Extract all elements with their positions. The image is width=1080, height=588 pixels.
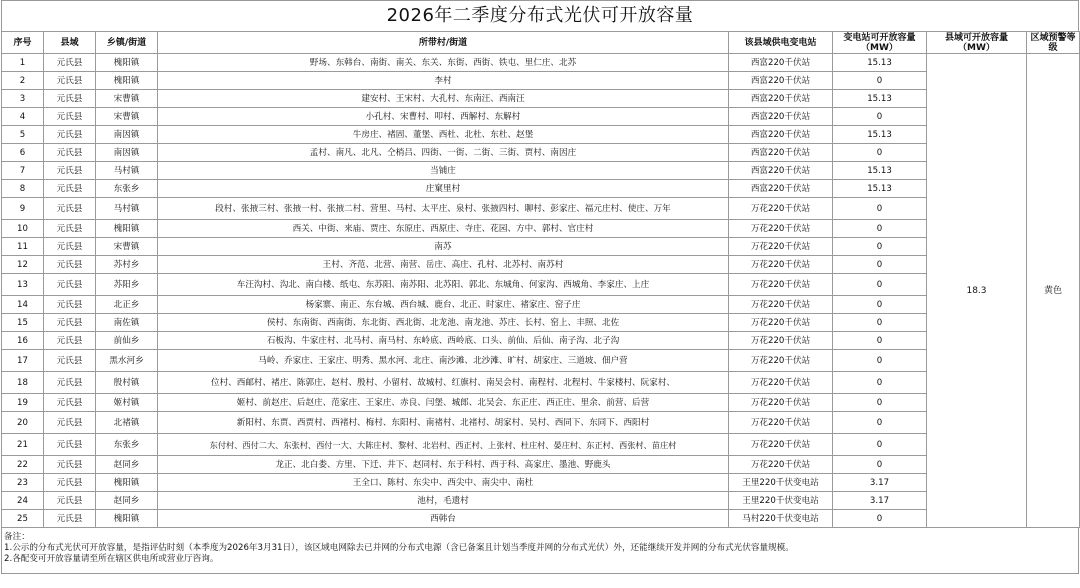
- table-body: [2, 54, 1080, 528]
- villages-cell: 新阳村、东贾、西贾村、西褚村、梅村、东阳村、南褚村、北褚村、胡家村、吴村、西同下、东同下、西阳村: [158, 412, 729, 434]
- town-cell: 南因镇: [96, 126, 158, 144]
- substation-cell: 万花220千伏站: [729, 372, 833, 394]
- villages-cell: 牛房庄、褚固、董堡、西杜、北杜、东杜、赵堡: [158, 126, 729, 144]
- station-capacity-cell: 0: [833, 72, 927, 90]
- town-cell: 北褚镇: [96, 412, 158, 434]
- table-row: [2, 372, 1080, 394]
- station-capacity-cell: 0: [833, 256, 927, 274]
- villages-cell: 侯村、东南街、西南街、东北街、西北街、北龙池、南龙池、苏庄、长村、窑上、丰照、北佐: [158, 314, 729, 332]
- town-cell: 宋曹镇: [96, 90, 158, 108]
- town-cell: 槐阳镇: [96, 72, 158, 90]
- villages-cell: 车汪沟村、沟北、南白楼、纸屯、东苏阳、南苏阳、北苏阳、郭北、东城角、何家沟、西城角、李家庄、上庄: [158, 274, 729, 296]
- substation-cell: 西富220千伏站: [729, 72, 833, 90]
- county-cell: 元氏县: [44, 54, 96, 72]
- station-capacity-cell: 0: [833, 456, 927, 474]
- table-row: [2, 314, 1080, 332]
- substation-cell: 万花220千伏站: [729, 332, 833, 350]
- table-row: [2, 238, 1080, 256]
- county-cell: 元氏县: [44, 492, 96, 510]
- table-row: [2, 72, 1080, 90]
- station-capacity-cell: 0: [833, 144, 927, 162]
- table-row: [2, 144, 1080, 162]
- row-number: 8: [2, 180, 44, 198]
- table-row: [2, 456, 1080, 474]
- substation-cell: 西富220千伏站: [729, 144, 833, 162]
- town-cell: 赵同乡: [96, 456, 158, 474]
- col-header-county-capacity: 县域可开放容量（MW）: [927, 32, 1027, 54]
- row-number: 15: [2, 314, 44, 332]
- table-row: [2, 90, 1080, 108]
- substation-cell: 西富220千伏站: [729, 54, 833, 72]
- substation-cell: 万花220千伏站: [729, 412, 833, 434]
- county-cell: 元氏县: [44, 256, 96, 274]
- town-cell: 黑水河乡: [96, 350, 158, 372]
- row-number: 5: [2, 126, 44, 144]
- villages-cell: 庄窠里村: [158, 180, 729, 198]
- villages-cell: 王村、齐范、北营、南营、岳庄、高庄、孔村、北苏村、南苏村: [158, 256, 729, 274]
- county-cell: 元氏县: [44, 162, 96, 180]
- villages-cell: 王全口、陈村、东尖中、西尖中、南尖中、南杜: [158, 474, 729, 492]
- station-capacity-cell: 0: [833, 274, 927, 296]
- substation-cell: 王里220千伏变电站: [729, 474, 833, 492]
- table-row: [2, 180, 1080, 198]
- sheet-title: 2026年二季度分布式光伏可开放容量: [1, 0, 1079, 31]
- row-number: 18: [2, 372, 44, 394]
- substation-cell: 万花220千伏站: [729, 434, 833, 456]
- row-number: 4: [2, 108, 44, 126]
- town-cell: 槐阳镇: [96, 54, 158, 72]
- station-capacity-cell: 15.13: [833, 126, 927, 144]
- villages-cell: 石板沟、牛家庄村、北马村、南马村、东岭底、西岭底、口头、前仙、后仙、南子沟、北子沟: [158, 332, 729, 350]
- row-number: 1: [2, 54, 44, 72]
- table-row: [2, 350, 1080, 372]
- substation-cell: 万花220千伏站: [729, 198, 833, 220]
- row-number: 24: [2, 492, 44, 510]
- villages-cell: 杨家寨、南正、东台城、西台城、鹿台、北正、时家庄、褚家庄、窑子庄: [158, 296, 729, 314]
- town-cell: 北正乡: [96, 296, 158, 314]
- town-cell: 南佐镇: [96, 314, 158, 332]
- villages-cell: 姬村、前赵庄、后赵庄、范家庄、王家庄、赤良、闫堡、城郎、北吴会、东正庄、西正庄、里余、前营、后营: [158, 394, 729, 412]
- villages-cell: 小孔村、宋曹村、叩村、西解村、东解村: [158, 108, 729, 126]
- villages-cell: 南苏: [158, 238, 729, 256]
- town-cell: 马村镇: [96, 162, 158, 180]
- col-header-station: 该县域供电变电站: [729, 32, 833, 54]
- table-row: [2, 332, 1080, 350]
- villages-cell: 野场、东韩台、南街、南关、东关、东街、西街、铁屯、里仁庄、北苏: [158, 54, 729, 72]
- row-number: 9: [2, 198, 44, 220]
- villages-cell: 段村、张掖三村、张掖一村、张掖二村、营里、马村、太平庄、泉村、张掖四村、聊村、彭家庄、福元庄村、使庄、万年: [158, 198, 729, 220]
- station-capacity-cell: 15.13: [833, 180, 927, 198]
- substation-cell: 西富220千伏站: [729, 108, 833, 126]
- station-capacity-cell: 3.17: [833, 474, 927, 492]
- station-capacity-cell: 0: [833, 296, 927, 314]
- row-number: 20: [2, 412, 44, 434]
- col-header-station-capacity: 变电站可开放容量（MW）: [833, 32, 927, 54]
- substation-cell: 万花220千伏站: [729, 274, 833, 296]
- town-cell: 槐阳镇: [96, 510, 158, 528]
- col-header-no: 序号: [2, 32, 44, 54]
- row-number: 12: [2, 256, 44, 274]
- table-row: [2, 256, 1080, 274]
- col-header-warning-level: 区域预警等级: [1027, 32, 1080, 54]
- villages-cell: 李村: [158, 72, 729, 90]
- station-capacity-cell: 15.13: [833, 54, 927, 72]
- note-2: 2.各配变可开放容量请至所在辖区供电所或营业厅咨询。: [4, 554, 219, 564]
- villages-cell: 龙正、北白娄、方里、下迁、井下、赵同村、东于科村、西于科、高家庄、墨池、野鹿头: [158, 456, 729, 474]
- capacity-table: [1, 31, 1080, 528]
- station-capacity-cell: 0: [833, 332, 927, 350]
- villages-cell: 马岭、乔家庄、王家庄、明秀、黑水河、北庄、南沙滩、北沙滩、旷村、胡家庄、三道坡、佃户营: [158, 350, 729, 372]
- table-row: [2, 198, 1080, 220]
- row-number: 22: [2, 456, 44, 474]
- substation-cell: 西富220千伏站: [729, 162, 833, 180]
- station-capacity-cell: 0: [833, 394, 927, 412]
- county-cell: 元氏县: [44, 126, 96, 144]
- villages-cell: 西韩台: [158, 510, 729, 528]
- county-cell: 元氏县: [44, 90, 96, 108]
- town-cell: 前仙乡: [96, 332, 158, 350]
- villages-cell: 西关、中街、来庙、贾庄、东原庄、西原庄、寺庄、花园、方中、郭村、官庄村: [158, 220, 729, 238]
- county-cell: 元氏县: [44, 198, 96, 220]
- town-cell: 殷村镇: [96, 372, 158, 394]
- capacity-sheet: [1, 0, 1079, 574]
- town-cell: 东张乡: [96, 434, 158, 456]
- town-cell: 苏村乡: [96, 256, 158, 274]
- station-capacity-cell: 0: [833, 198, 927, 220]
- substation-cell: 万花220千伏站: [729, 394, 833, 412]
- county-capacity-cell: 18.3: [927, 54, 1027, 528]
- station-capacity-cell: 3.17: [833, 492, 927, 510]
- row-number: 25: [2, 510, 44, 528]
- table-row: [2, 434, 1080, 456]
- row-number: 16: [2, 332, 44, 350]
- county-cell: 元氏县: [44, 434, 96, 456]
- substation-cell: 万花220千伏站: [729, 456, 833, 474]
- table-row: [2, 510, 1080, 528]
- town-cell: 赵同乡: [96, 492, 158, 510]
- table-row: [2, 412, 1080, 434]
- table-row: [2, 274, 1080, 296]
- table-row: [2, 54, 1080, 72]
- town-cell: 东张乡: [96, 180, 158, 198]
- county-cell: 元氏县: [44, 332, 96, 350]
- warning-level-cell: 黄色: [1027, 54, 1080, 528]
- table-row: [2, 296, 1080, 314]
- substation-cell: 万花220千伏站: [729, 350, 833, 372]
- town-cell: 槐阳镇: [96, 474, 158, 492]
- row-number: 21: [2, 434, 44, 456]
- county-cell: 元氏县: [44, 274, 96, 296]
- town-cell: 宋曹镇: [96, 238, 158, 256]
- substation-cell: 西富220千伏站: [729, 126, 833, 144]
- county-cell: 元氏县: [44, 296, 96, 314]
- header-row: [2, 32, 1080, 54]
- row-number: 13: [2, 274, 44, 296]
- station-capacity-cell: 0: [833, 220, 927, 238]
- col-header-villages: 所带村/街道: [158, 32, 729, 54]
- villages-cell: 当铺庄: [158, 162, 729, 180]
- county-cell: 元氏县: [44, 372, 96, 394]
- villages-cell: 位村、西邮村、褚庄、陈郭庄、赵村、殷村、小留村、故城村、红旗村、南吴会村、南程村、北程村、牛家楼村、阮家村、: [158, 372, 729, 394]
- town-cell: 姬村镇: [96, 394, 158, 412]
- row-number: 11: [2, 238, 44, 256]
- row-number: 2: [2, 72, 44, 90]
- station-capacity-cell: 0: [833, 434, 927, 456]
- county-cell: 元氏县: [44, 474, 96, 492]
- county-cell: 元氏县: [44, 394, 96, 412]
- row-number: 6: [2, 144, 44, 162]
- town-cell: 宋曹镇: [96, 108, 158, 126]
- county-cell: 元氏县: [44, 220, 96, 238]
- table-row: [2, 220, 1080, 238]
- town-cell: 槐阳镇: [96, 220, 158, 238]
- note-1: 1.公示的分布式光伏可开放容量，是指评估时刻（本季度为2026年3月31日），该区域电网除去已并网的分布式电源（含已备案且计划当季度并网的分布式光伏）外，还能继续开发并网的分布式光伏容量规模。: [4, 543, 794, 553]
- county-cell: 元氏县: [44, 350, 96, 372]
- substation-cell: 万花220千伏站: [729, 296, 833, 314]
- row-number: 10: [2, 220, 44, 238]
- villages-cell: 孟村、南凡、北凡、仝梢吕、四街、一街、二街、三街、贾村、南因庄: [158, 144, 729, 162]
- station-capacity-cell: 0: [833, 238, 927, 256]
- station-capacity-cell: 0: [833, 372, 927, 394]
- villages-cell: 东付村、西付二大、东张村、西付一大、大陈庄村、黎村、北岩村、西正村、上张村、杜庄村、晏庄村、东正村、西张村、苗庄村: [158, 434, 729, 456]
- row-number: 14: [2, 296, 44, 314]
- station-capacity-cell: 0: [833, 412, 927, 434]
- substation-cell: 王里220千伏变电站: [729, 492, 833, 510]
- row-number: 17: [2, 350, 44, 372]
- table-row: [2, 126, 1080, 144]
- substation-cell: 万花220千伏站: [729, 238, 833, 256]
- county-cell: 元氏县: [44, 144, 96, 162]
- substation-cell: 马村220千伏变电站: [729, 510, 833, 528]
- row-number: 23: [2, 474, 44, 492]
- station-capacity-cell: 15.13: [833, 90, 927, 108]
- county-cell: 元氏县: [44, 510, 96, 528]
- county-cell: 元氏县: [44, 238, 96, 256]
- villages-cell: 池村，毛遗村: [158, 492, 729, 510]
- town-cell: 南因镇: [96, 144, 158, 162]
- table-row: [2, 108, 1080, 126]
- table-row: [2, 474, 1080, 492]
- substation-cell: 西富220千伏站: [729, 90, 833, 108]
- substation-cell: 万花220千伏站: [729, 314, 833, 332]
- row-number: 19: [2, 394, 44, 412]
- col-header-county: 县域: [44, 32, 96, 54]
- table-row: [2, 394, 1080, 412]
- county-cell: 元氏县: [44, 456, 96, 474]
- substation-cell: 西富220千伏站: [729, 180, 833, 198]
- notes: [1, 528, 1079, 574]
- station-capacity-cell: 15.13: [833, 162, 927, 180]
- notes-heading: 备注：: [4, 532, 30, 542]
- substation-cell: 万花220千伏站: [729, 256, 833, 274]
- station-capacity-cell: 0: [833, 510, 927, 528]
- town-cell: 马村镇: [96, 198, 158, 220]
- station-capacity-cell: 0: [833, 108, 927, 126]
- col-header-town: 乡镇/街道: [96, 32, 158, 54]
- town-cell: 苏阳乡: [96, 274, 158, 296]
- substation-cell: 万花220千伏站: [729, 220, 833, 238]
- county-cell: 元氏县: [44, 412, 96, 434]
- county-cell: 元氏县: [44, 108, 96, 126]
- table-row: [2, 492, 1080, 510]
- station-capacity-cell: 0: [833, 350, 927, 372]
- county-cell: 元氏县: [44, 72, 96, 90]
- row-number: 7: [2, 162, 44, 180]
- station-capacity-cell: 0: [833, 314, 927, 332]
- row-number: 3: [2, 90, 44, 108]
- table-row: [2, 162, 1080, 180]
- county-cell: 元氏县: [44, 180, 96, 198]
- county-cell: 元氏县: [44, 314, 96, 332]
- villages-cell: 建安村、王宋村、大孔村、东南汪、西南汪: [158, 90, 729, 108]
